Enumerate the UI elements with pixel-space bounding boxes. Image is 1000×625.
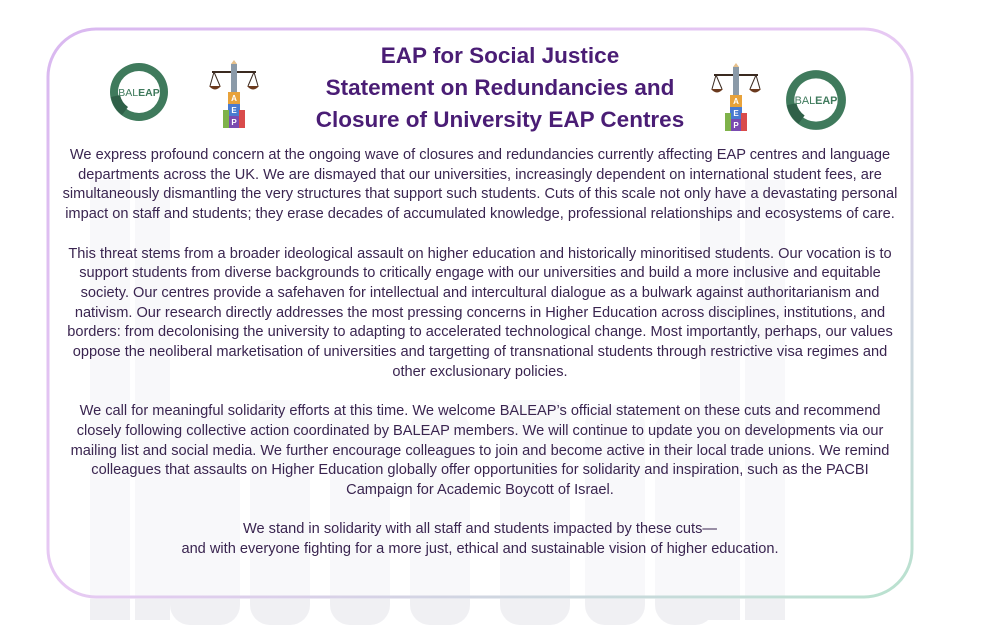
- statement-title: [0, 40, 1000, 136]
- paragraph-concern: We express profound concern at the ongoing wave of closures and redundancies currently affecting EAP centres and language departments across the UK. We are dismayed that our universities, increasingly dependent on international student fees, are simultaneously dismantling the very structures that support such students. Cuts of this scale not only have a devastating personal impact on staff and students; they erase decades of accumulated knowledge, professional relationships and ecosystems of care.: [62, 147, 898, 223]
- svg-text:P: P: [733, 121, 739, 130]
- svg-text:P: P: [231, 118, 237, 127]
- svg-text:A: A: [733, 97, 739, 106]
- paragraph-threat: This threat stems from a broader ideological assault on higher education and historically minoritised students. Our vocation is to support students from diverse backgrounds to critically engage with our universities and build a more inclusive and equitable society. Our centres provide a safehaven for intellectual and intercultural dialogue as a bulwark against authoritarianism and nativism. Our research directly addresses the most pressing concerns in Higher Education across disciplines, institutions, and borders: from decolonising the university to adapting to accelerated technological change. Most importantly, perhaps, our values oppose the neoliberal marketisation of universities and targetting of transnational students through restrictive visa regimes and other exclusionary policies.: [67, 245, 893, 380]
- paragraph-closing: We stand in solidarity with all staff and students impacted by these cuts— and with everyone fighting for a more just, ethical and sustainable vision of higher education.: [181, 521, 779, 558]
- title-line-1: EAP for Social Justice: [380, 43, 620, 68]
- svg-text:A: A: [231, 94, 237, 103]
- paragraph-solidarity-call: We call for meaningful solidarity efforts at this time. We welcome BALEAP’s official statement on these cuts and recommend closely following collective action coordinated by BALEAP members. We will continue to update you on developments via our mailing list and social media. We further encourage colleagues to join and become active in their local trade unions. We remind colleagues that assaults on Higher Education globally offer opportunities for solidarity and inspiration, such as the PACBI Campaign for Academic Boycott of Israel.: [70, 403, 890, 498]
- svg-text:E: E: [231, 106, 237, 115]
- svg-text:E: E: [733, 109, 739, 118]
- title-line-3: Closure of University EAP Centres: [315, 107, 685, 132]
- svg-text:BALEAP: BALEAP: [794, 95, 838, 108]
- statement-body: [60, 146, 900, 560]
- svg-text:BALEAP: BALEAP: [118, 87, 160, 99]
- title-line-2: Statement on Redundancies and: [325, 75, 675, 100]
